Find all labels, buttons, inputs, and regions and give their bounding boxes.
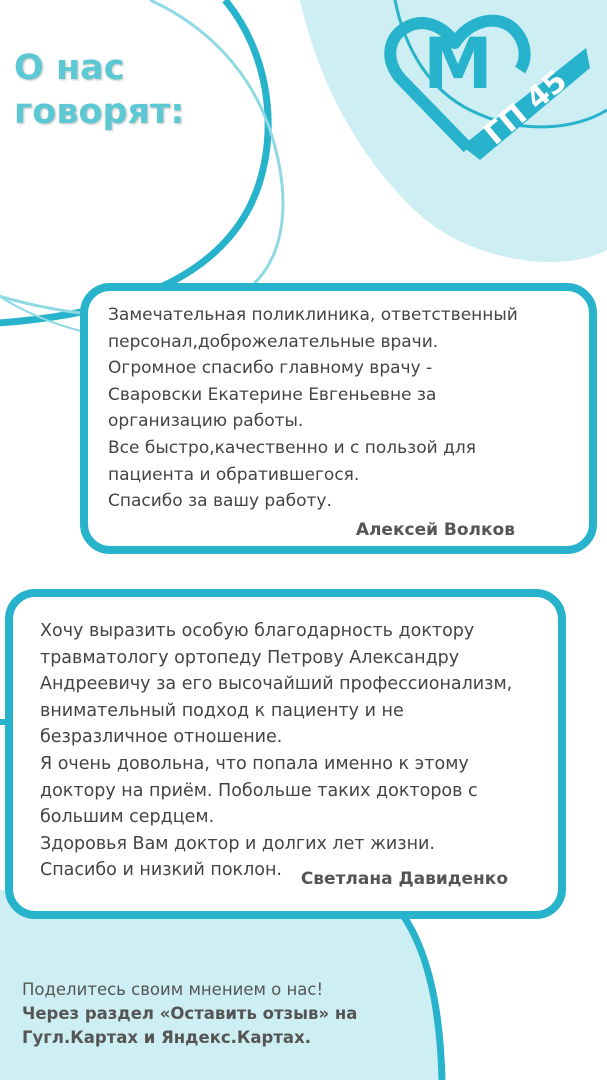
review-text: Замечательная поликлиника, ответственный персонал,доброжелательные врачи. Огромное спасибо главному врачу - Сваровски Екатерине Евгеньевне за организацию работы. Все быстро,качественно и с пользой для пациента и обратившегося. Спасибо за вашу работу.	[108, 305, 518, 512]
review-card	[5, 589, 566, 919]
review-text: Хочу выразить особую благодарность доктору травматологу ортопеду Петрову Александру Андреевичу за его высочайший профессионализм, внимательный подход к пациенту и не безразличное отношение. Я очень довольна, что попала именно к этому доктору на приём. Побольше таких докторов с большим сердцем. Здоровья Вам доктор и долгих лет жизни. Спасибо и низкий поклон.	[40, 621, 513, 881]
footer-line1: Поделитесь своим мнением о нас!	[22, 980, 324, 999]
page-title	[14, 46, 184, 134]
footer-line2: Через раздел «Оставить отзыв» на	[22, 1004, 358, 1023]
review-author: Светлана Давиденко	[300, 869, 508, 889]
logo-letter: М	[423, 23, 493, 105]
footer-line3: Гугл.Картах и Яндекс.Картах.	[22, 1028, 311, 1047]
heart-logo-icon	[380, 8, 600, 168]
logo-text: ГП 45	[477, 63, 575, 153]
page-title-line1: О нас	[14, 48, 125, 88]
footer-cta	[22, 978, 422, 1050]
page-title-line2: говорят:	[14, 92, 185, 132]
review-card	[80, 283, 597, 554]
review-author: Алексей Волков	[355, 520, 515, 540]
